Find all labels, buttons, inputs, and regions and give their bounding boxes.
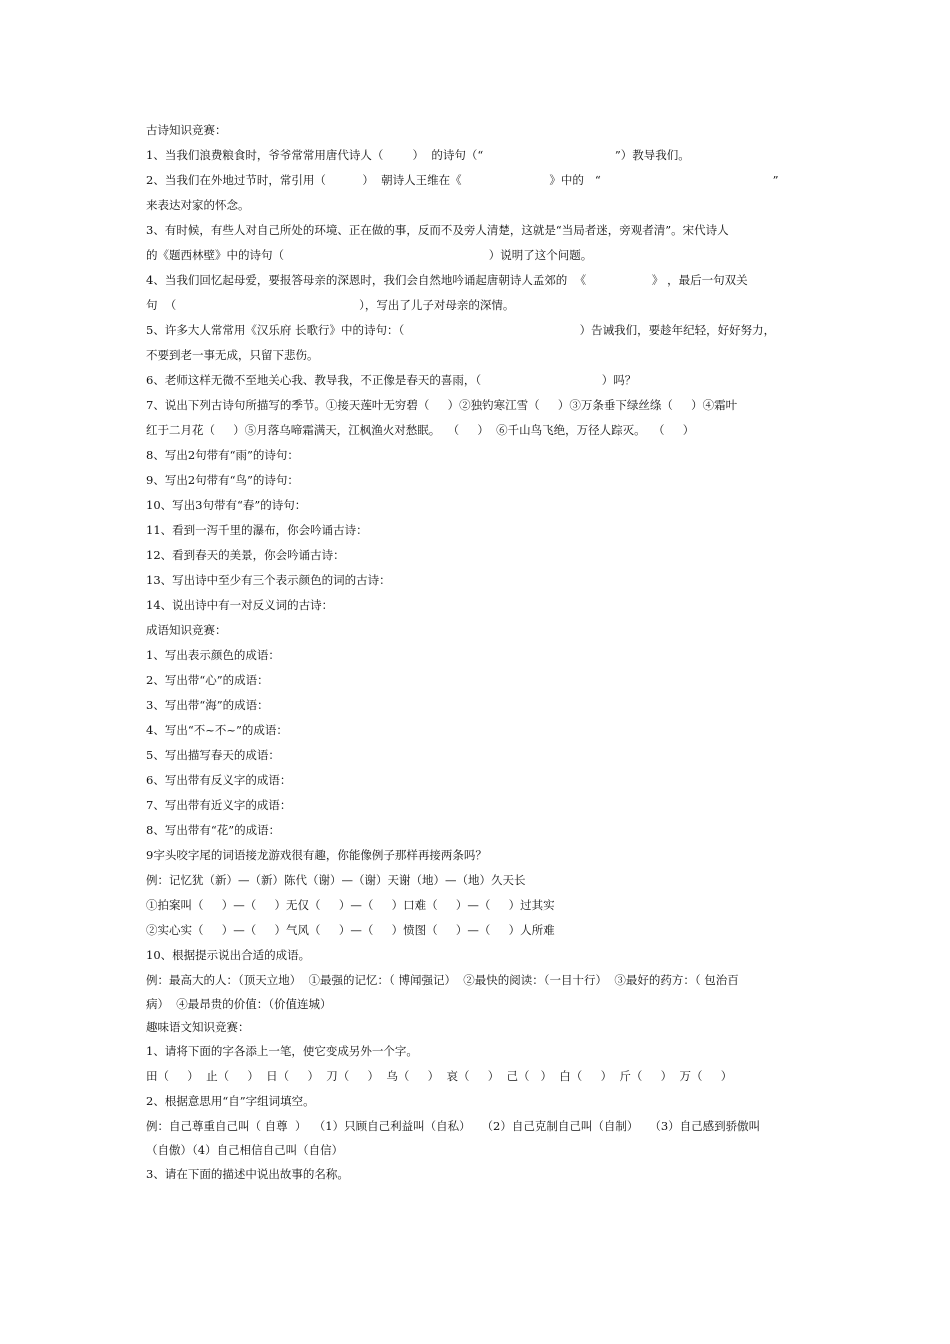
question-line: 来表达对家的怀念。: [146, 198, 250, 212]
question-line: 2、当我们在外地过节时，常引用（ ） 朝诗人王维在《 》中的 “ ”: [146, 173, 779, 187]
question-line: 3、请在下面的描述中说出故事的名称。: [146, 1167, 349, 1181]
question-line: ②实心实（ ）—（ ）气风（ ）—（ ）愤图（ ）—（ ）人所难: [146, 923, 555, 937]
question-line: 1、写出表示颜色的成语：: [146, 648, 280, 662]
question-line: 4、写出“不~不~”的成语：: [146, 723, 288, 737]
section-heading-poetry: 古诗知识竞赛：: [146, 123, 227, 137]
question-line: 12、看到春天的美景，你会吟诵古诗：: [146, 548, 345, 562]
example-line: 例：最高大的人：（顶天立地） ①最强的记忆：（ 博闻强记） ②最快的阅读：（一目十行） ③最好的药方：（ 包治百: [146, 973, 739, 987]
question-line: 14、说出诗中有一对反义词的古诗：: [146, 598, 334, 612]
question-line: 3、有时候，有些人对自己所处的环境、正在做的事，反而不及旁人清楚，这就是“当局者迷，旁观者清”。宋代诗人: [146, 223, 729, 237]
question-line: 8、写出2句带有“雨”的诗句：: [146, 448, 299, 462]
example-line: （自傲）（4）自己相信自己叫（自信）: [146, 1143, 344, 1157]
example-line: 例：记忆犹（新）—（新）陈代（谢）—（谢）天谢（地）—（地）久天长: [146, 873, 526, 887]
question-line: 句 （ ），写出了儿子对母亲的深情。: [146, 298, 515, 312]
question-line: 田（ ） 止（ ） 日（ ） 刀（ ） 乌（ ） 哀（ ） 己（ ） 白（ ） 斤（ ） 万（ ）: [146, 1069, 733, 1083]
question-line: 4、当我们回忆起母爱，要报答母亲的深恩时，我们会自然地吟诵起唐朝诗人孟郊的 《 》 ，最后一句双关: [146, 273, 748, 287]
section-heading-idioms: 成语知识竞赛：: [146, 623, 227, 637]
question-line: 5、许多大人常常用《汉乐府 长歌行》中的诗句：（ ）告诫我们，要趁年纪轻，好好努力，: [146, 323, 776, 337]
section-heading-fun: 趣味语文知识竞赛：: [146, 1020, 250, 1034]
document-body: [146, 118, 811, 1187]
question-line: 6、写出带有反义字的成语：: [146, 773, 292, 787]
question-line: 10、写出3句带有“春”的诗句：: [146, 498, 307, 512]
question-line: 1、当我们浪费粮食时，爷爷常常用唐代诗人（ ） 的诗句（“ ”）教导我们。: [146, 148, 690, 162]
question-line: ①拍案叫（ ）—（ ）无仅（ ）—（ ）口难（ ）—（ ）过其实: [146, 898, 555, 912]
question-line: 2、写出带“心”的成语：: [146, 673, 269, 687]
question-line: 5、写出描写春天的成语：: [146, 748, 280, 762]
question-line: 1、请将下面的字各添上一笔，使它变成另外一个字。: [146, 1044, 418, 1058]
question-line: 的《题西林壁》中的诗句（ ）说明了这个问题。: [146, 248, 593, 262]
question-line: 8、写出带有“花”的成语：: [146, 823, 281, 837]
question-line: 11、看到一泻千里的瀑布，你会吟诵古诗：: [146, 523, 368, 537]
question-line: 红于二月花（ ）⑤月落乌啼霜满天，江枫渔火对愁眠。 （ ） ⑥千山鸟飞绝，万径人踪灭。 （ ）: [146, 423, 695, 437]
question-line: 10、根据提示说出合适的成语。: [146, 948, 311, 962]
question-line: 2、根据意思用“自”字组词填空。: [146, 1094, 315, 1108]
question-line: 3、写出带“海”的成语：: [146, 698, 269, 712]
question-line: 9、写出2句带有“鸟”的诗句：: [146, 473, 299, 487]
question-line: 9字头咬字尾的词语接龙游戏很有趣，你能像例子那样再接两条吗？: [146, 848, 487, 862]
question-line: 7、写出带有近义字的成语：: [146, 798, 292, 812]
example-line: 例：自己尊重自己叫（ 自尊 ） （1）只顾自己利益叫（自私） （2）自己克制自己叫（自制） （3）自己感到骄傲叫: [146, 1119, 761, 1133]
question-line: 7、说出下列古诗句所描写的季节。①接天莲叶无穷碧（ ）②独钓寒江雪（ ）③万条垂下绿丝绦（ ）④霜叶: [146, 398, 738, 412]
question-line: 6、老师这样无微不至地关心我、教导我，不正像是春天的喜雨，（ ）吗？: [146, 373, 637, 387]
example-line: 病） ④最昂贵的价值：（价值连城）: [146, 997, 332, 1011]
question-line: 不要到老一事无成，只留下悲伤。: [146, 348, 319, 362]
question-line: 13、写出诗中至少有三个表示颜色的词的古诗：: [146, 573, 391, 587]
